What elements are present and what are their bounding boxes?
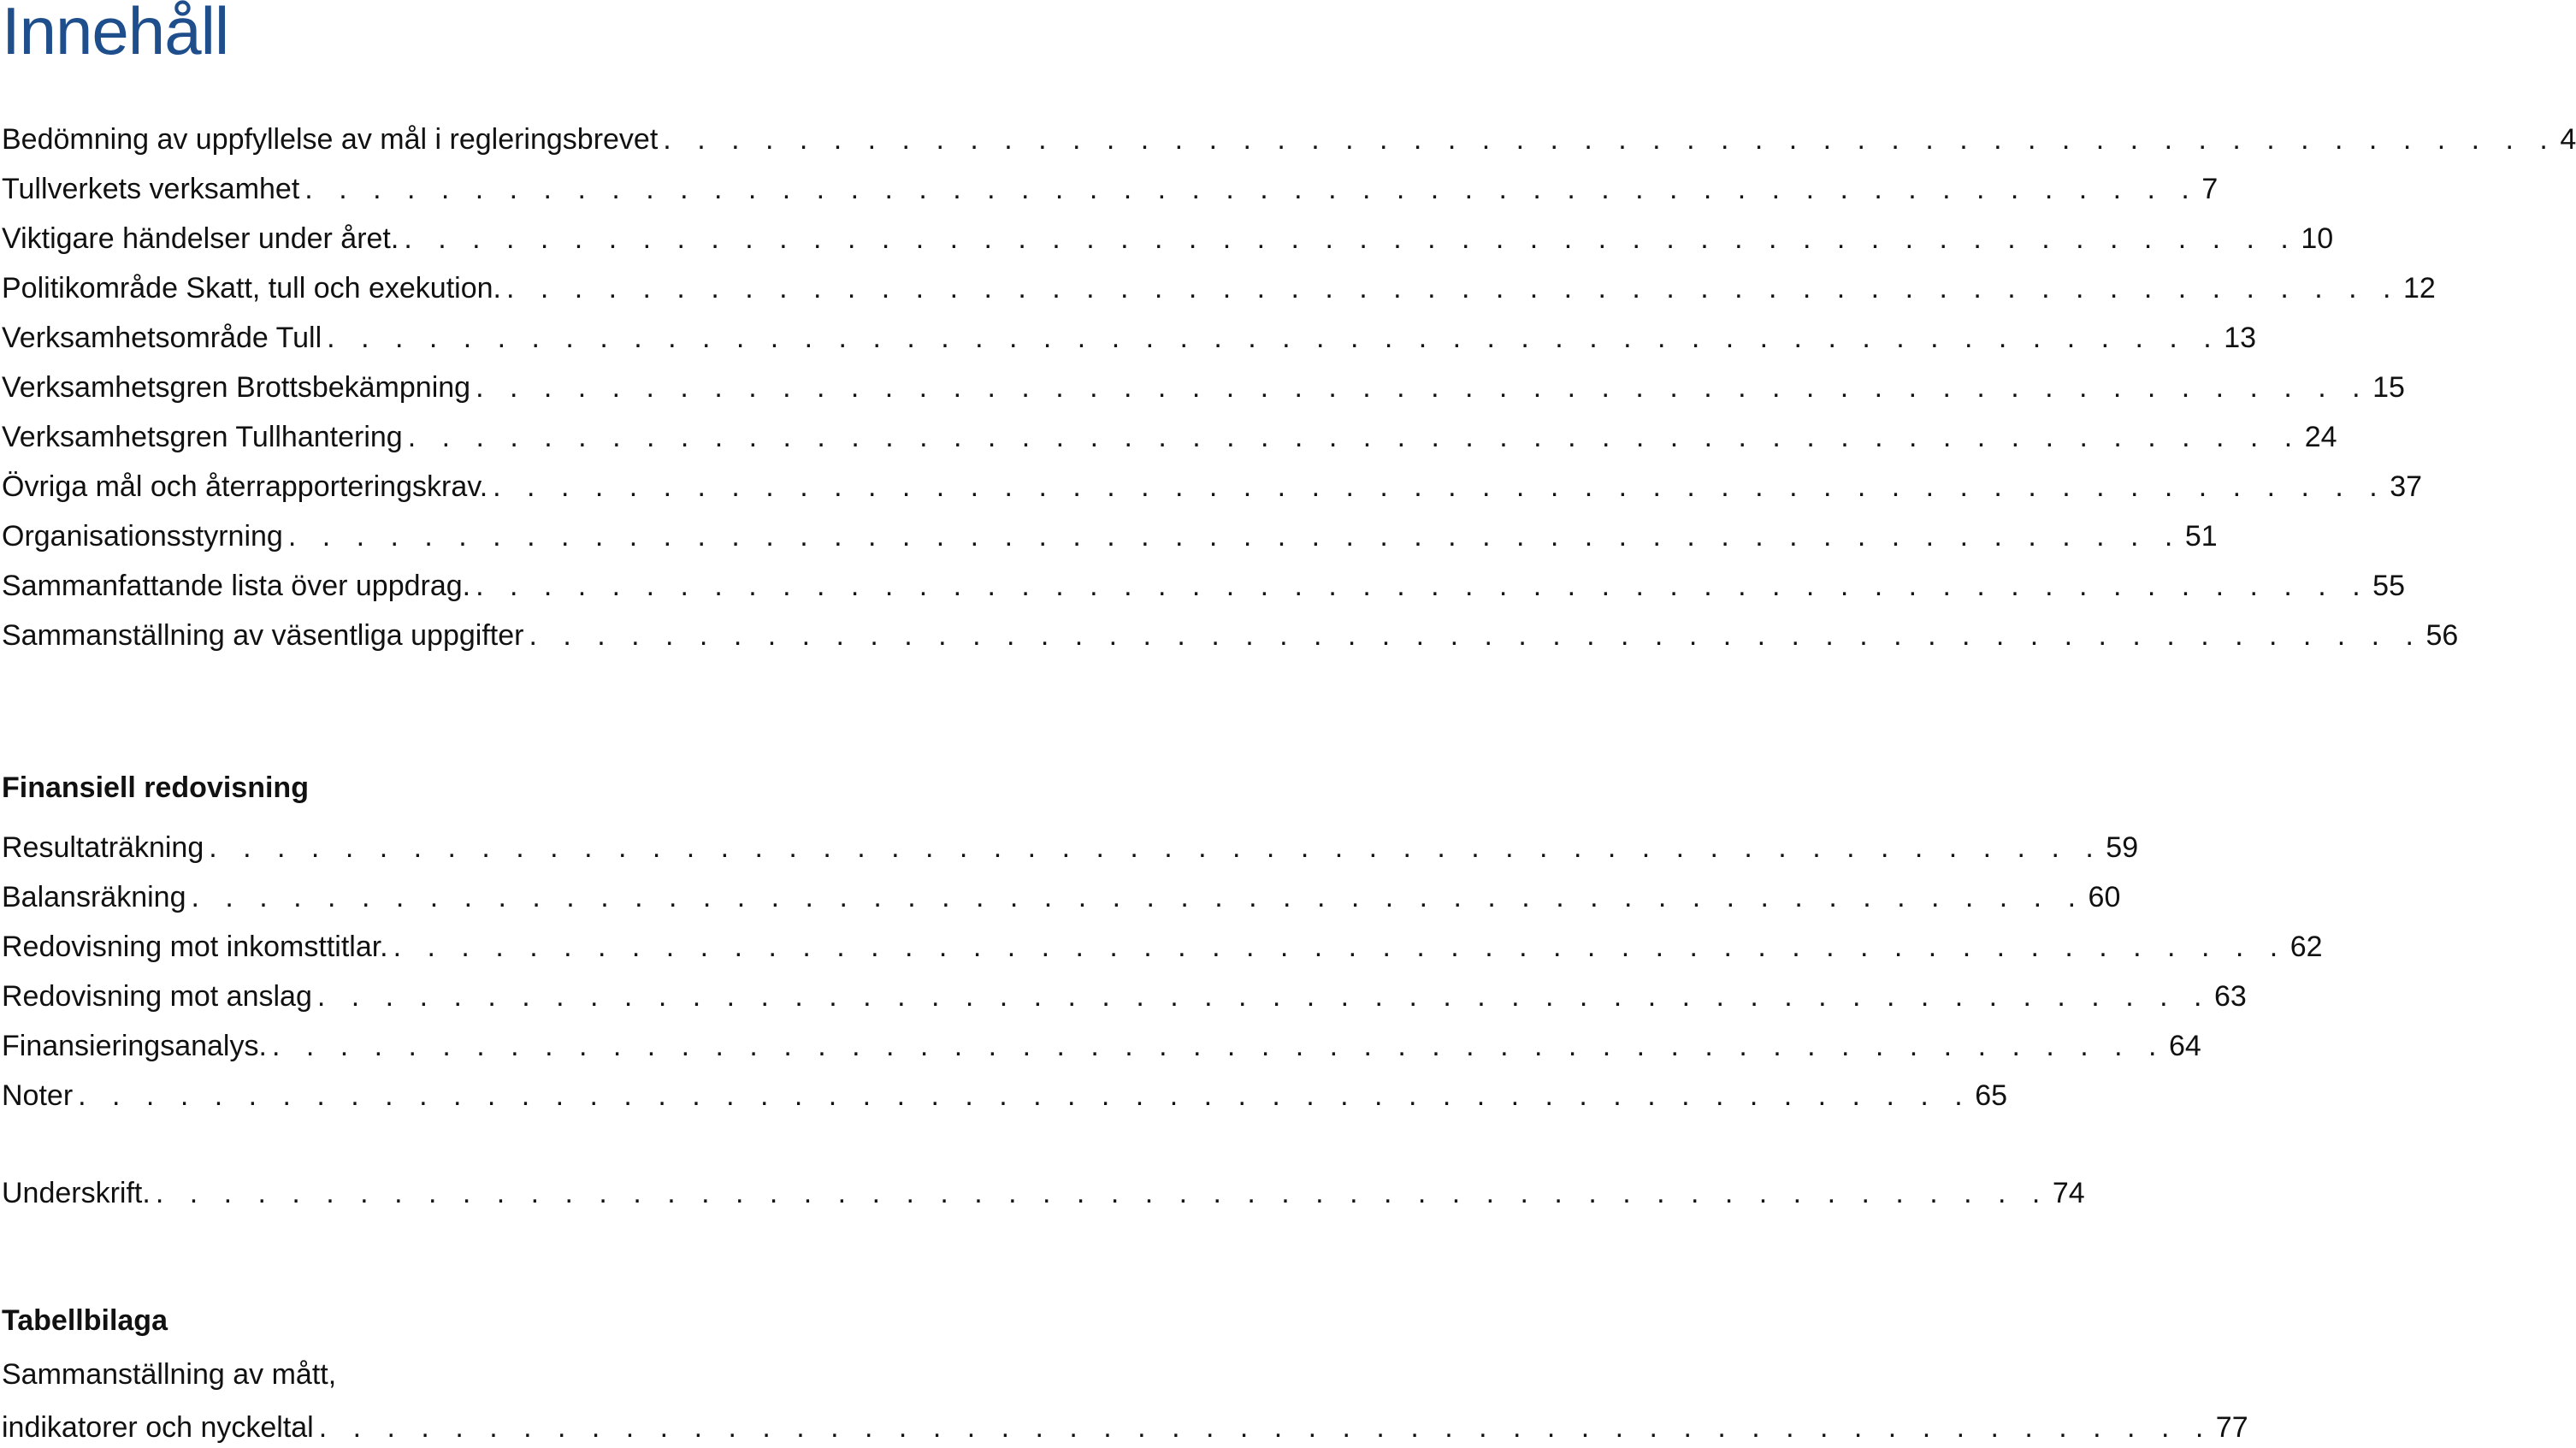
toc-entry-label: Tullverkets verksamhet bbox=[2, 173, 300, 205]
toc-entry[interactable] bbox=[2, 1018, 2201, 1062]
toc-entry[interactable] bbox=[2, 458, 2423, 503]
toc-entry-label: Sammanfattande lista över uppdrag. bbox=[2, 570, 471, 602]
dot-leader: . . . . . . . . . . . . . . . . . . . . . . . . . . . . . . . . . . . . . . . . . . . . . . . . . . . . . . . . bbox=[271, 1030, 2165, 1062]
toc-entry[interactable] bbox=[2, 1399, 2248, 1444]
toc-entry-page: 77 bbox=[2215, 1411, 2248, 1444]
toc-entry-label: Organisationsstyrning bbox=[2, 520, 283, 553]
dot-leader: . . . . . . . . . . . . . . . . . . . . . . . . . . . . . . . . . . . . . . . . . . . . . . . . . . . . . . . . bbox=[663, 123, 2557, 156]
dot-leader: . . . . . . . . . . . . . . . . . . . . . . . . . . . . . . . . . . . . . . . . . . . . . . . . . . . . . . . . bbox=[155, 1177, 2049, 1209]
toc-entry-label: Redovisning mot inkomsttitlar. bbox=[2, 931, 388, 963]
dot-leader: . . . . . . . . . . . . . . . . . . . . . . . . . . . . . . . . . . . . . . . . . . . . . . . . . . . . . . . . bbox=[327, 322, 2221, 354]
toc-entry[interactable] bbox=[2, 310, 2257, 354]
toc-entry-page: 63 bbox=[2213, 980, 2247, 1013]
toc-entry-page: 12 bbox=[2403, 272, 2436, 304]
toc-entry-page: 7 bbox=[2201, 173, 2219, 205]
toc-entry-page: 10 bbox=[2301, 222, 2334, 255]
dot-leader: . . . . . . . . . . . . . . . . . . . . . . . . . . . . . . . . . . . . . . . . . . . . . . . . . . . . . . . . bbox=[393, 931, 2287, 963]
toc-entry-page: 74 bbox=[2052, 1177, 2085, 1209]
toc-entry-page: 55 bbox=[2372, 570, 2405, 602]
toc-entry-label: Verksamhetsgren Brottsbekämpning bbox=[2, 371, 471, 404]
toc-entry[interactable] bbox=[2, 607, 2459, 652]
dot-leader: . . . . . . . . . . . . . . . . . . . . . . . . . . . . . . . . . . . . . . . . . . . . . . . . . . . . . . . . bbox=[318, 1411, 2213, 1444]
toc-entry-label: Verksamhetsområde Tull bbox=[2, 322, 322, 354]
dot-leader: . . . . . . . . . . . . . . . . . . . . . . . . . . . . . . . . . . . . . . . . . . . . . . . . . . . . . . . . bbox=[78, 1079, 1972, 1112]
toc-entry-page: 59 bbox=[2106, 831, 2139, 864]
toc-entry-label: Politikområde Skatt, tull och exekution. bbox=[2, 272, 501, 304]
toc-entry[interactable] bbox=[2, 919, 2323, 963]
toc-entry[interactable] bbox=[2, 111, 2576, 156]
page-title: Innehåll bbox=[2, 0, 229, 68]
dot-leader: . . . . . . . . . . . . . . . . . . . . . . . . . . . . . . . . . . . . . . . . . . . . . . . . . . . . . . . . bbox=[407, 421, 2301, 453]
toc-entry-label: Bedömning av uppfyllelse av mål i regleringsbrevet bbox=[2, 123, 659, 156]
toc-entry-page: 64 bbox=[2168, 1030, 2201, 1062]
toc-entry-label: Noter bbox=[2, 1079, 74, 1112]
toc-entry-label: Underskrift. bbox=[2, 1177, 151, 1209]
toc-entry-page: 62 bbox=[2289, 931, 2323, 963]
toc-entry[interactable] bbox=[2, 558, 2405, 602]
toc-entry-label: Redovisning mot anslag bbox=[2, 980, 312, 1013]
toc-entry-label: Resultaträkning bbox=[2, 831, 204, 864]
toc-entry-page: 13 bbox=[2224, 322, 2257, 354]
toc-entry-label-line1: Sammanställning av mått, bbox=[2, 1358, 337, 1391]
dot-leader: . . . . . . . . . . . . . . . . . . . . . . . . . . . . . . . . . . . . . . . . . . . . . . . . . . . . . . . . bbox=[476, 371, 2370, 404]
dot-leader: . . . . . . . . . . . . . . . . . . . . . . . . . . . . . . . . . . . . . . . . . . . . . . . . . . . . . . . . bbox=[287, 520, 2182, 553]
toc-entry[interactable] bbox=[2, 260, 2436, 304]
dot-leader: . . . . . . . . . . . . . . . . . . . . . . . . . . . . . . . . . . . . . . . . . . . . . . . . . . . . . . . . bbox=[304, 173, 2199, 205]
toc-entry[interactable] bbox=[2, 968, 2247, 1013]
toc-entry-label: Viktigare händelser under året. bbox=[2, 222, 399, 255]
section-heading-appendix: Tabellbilaga bbox=[2, 1304, 168, 1337]
toc-entry-page: 65 bbox=[1975, 1079, 2008, 1112]
toc-entry[interactable] bbox=[2, 161, 2219, 205]
toc-entry[interactable] bbox=[2, 359, 2405, 404]
toc-entry-page: 4 bbox=[2560, 123, 2576, 156]
toc-entry-page: 15 bbox=[2372, 371, 2405, 404]
toc-entry[interactable] bbox=[2, 508, 2218, 553]
dot-leader: . . . . . . . . . . . . . . . . . . . . . . . . . . . . . . . . . . . . . . . . . . . . . . . . . . . . . . . . bbox=[404, 222, 2298, 255]
dot-leader: . . . . . . . . . . . . . . . . . . . . . . . . . . . . . . . . . . . . . . . . . . . . . . . . . . . . . . . . bbox=[493, 470, 2387, 503]
toc-entry[interactable] bbox=[2, 1165, 2085, 1209]
dot-leader: . . . . . . . . . . . . . . . . . . . . . . . . . . . . . . . . . . . . . . . . . . . . . . . . . . . . . . . . bbox=[191, 881, 2085, 913]
toc-entry[interactable] bbox=[2, 409, 2337, 453]
toc-entry-page: 24 bbox=[2304, 421, 2337, 453]
dot-leader: . . . . . . . . . . . . . . . . . . . . . . . . . . . . . . . . . . . . . . . . . . . . . . . . . . . . . . . . bbox=[505, 272, 2401, 304]
toc-entry-label: indikatorer och nyckeltal bbox=[2, 1411, 314, 1444]
toc-entry[interactable] bbox=[2, 210, 2334, 255]
toc-entry-label: Balansräkning bbox=[2, 881, 186, 913]
toc-entry-label: Finansieringsanalys. bbox=[2, 1030, 267, 1062]
dot-leader: . . . . . . . . . . . . . . . . . . . . . . . . . . . . . . . . . . . . . . . . . . . . . . . . . . . . . . . . bbox=[529, 619, 2423, 652]
toc-entry-page: 51 bbox=[2184, 520, 2218, 553]
dot-leader: . . . . . . . . . . . . . . . . . . . . . . . . . . . . . . . . . . . . . . . . . . . . . . . . . . . . . . . . bbox=[316, 980, 2211, 1013]
toc-entry[interactable] bbox=[2, 1067, 2008, 1112]
dot-leader: . . . . . . . . . . . . . . . . . . . . . . . . . . . . . . . . . . . . . . . . . . . . . . . . . . . . . . . . bbox=[476, 570, 2370, 602]
toc-entry[interactable] bbox=[2, 819, 2139, 864]
toc-entry-label: Sammanställning av väsentliga uppgifter bbox=[2, 619, 524, 652]
section-heading-financial: Finansiell redovisning bbox=[2, 771, 309, 804]
dot-leader: . . . . . . . . . . . . . . . . . . . . . . . . . . . . . . . . . . . . . . . . . . . . . . . . . . . . . . . . bbox=[209, 831, 2103, 864]
toc-entry-page: 37 bbox=[2390, 470, 2423, 503]
toc-entry-label: Verksamhetsgren Tullhantering bbox=[2, 421, 403, 453]
toc-entry-label: Övriga mål och återrapporteringskrav. bbox=[2, 470, 488, 503]
toc-entry-page: 60 bbox=[2088, 881, 2121, 913]
toc-entry-page: 56 bbox=[2425, 619, 2459, 652]
toc-entry[interactable] bbox=[2, 869, 2121, 913]
